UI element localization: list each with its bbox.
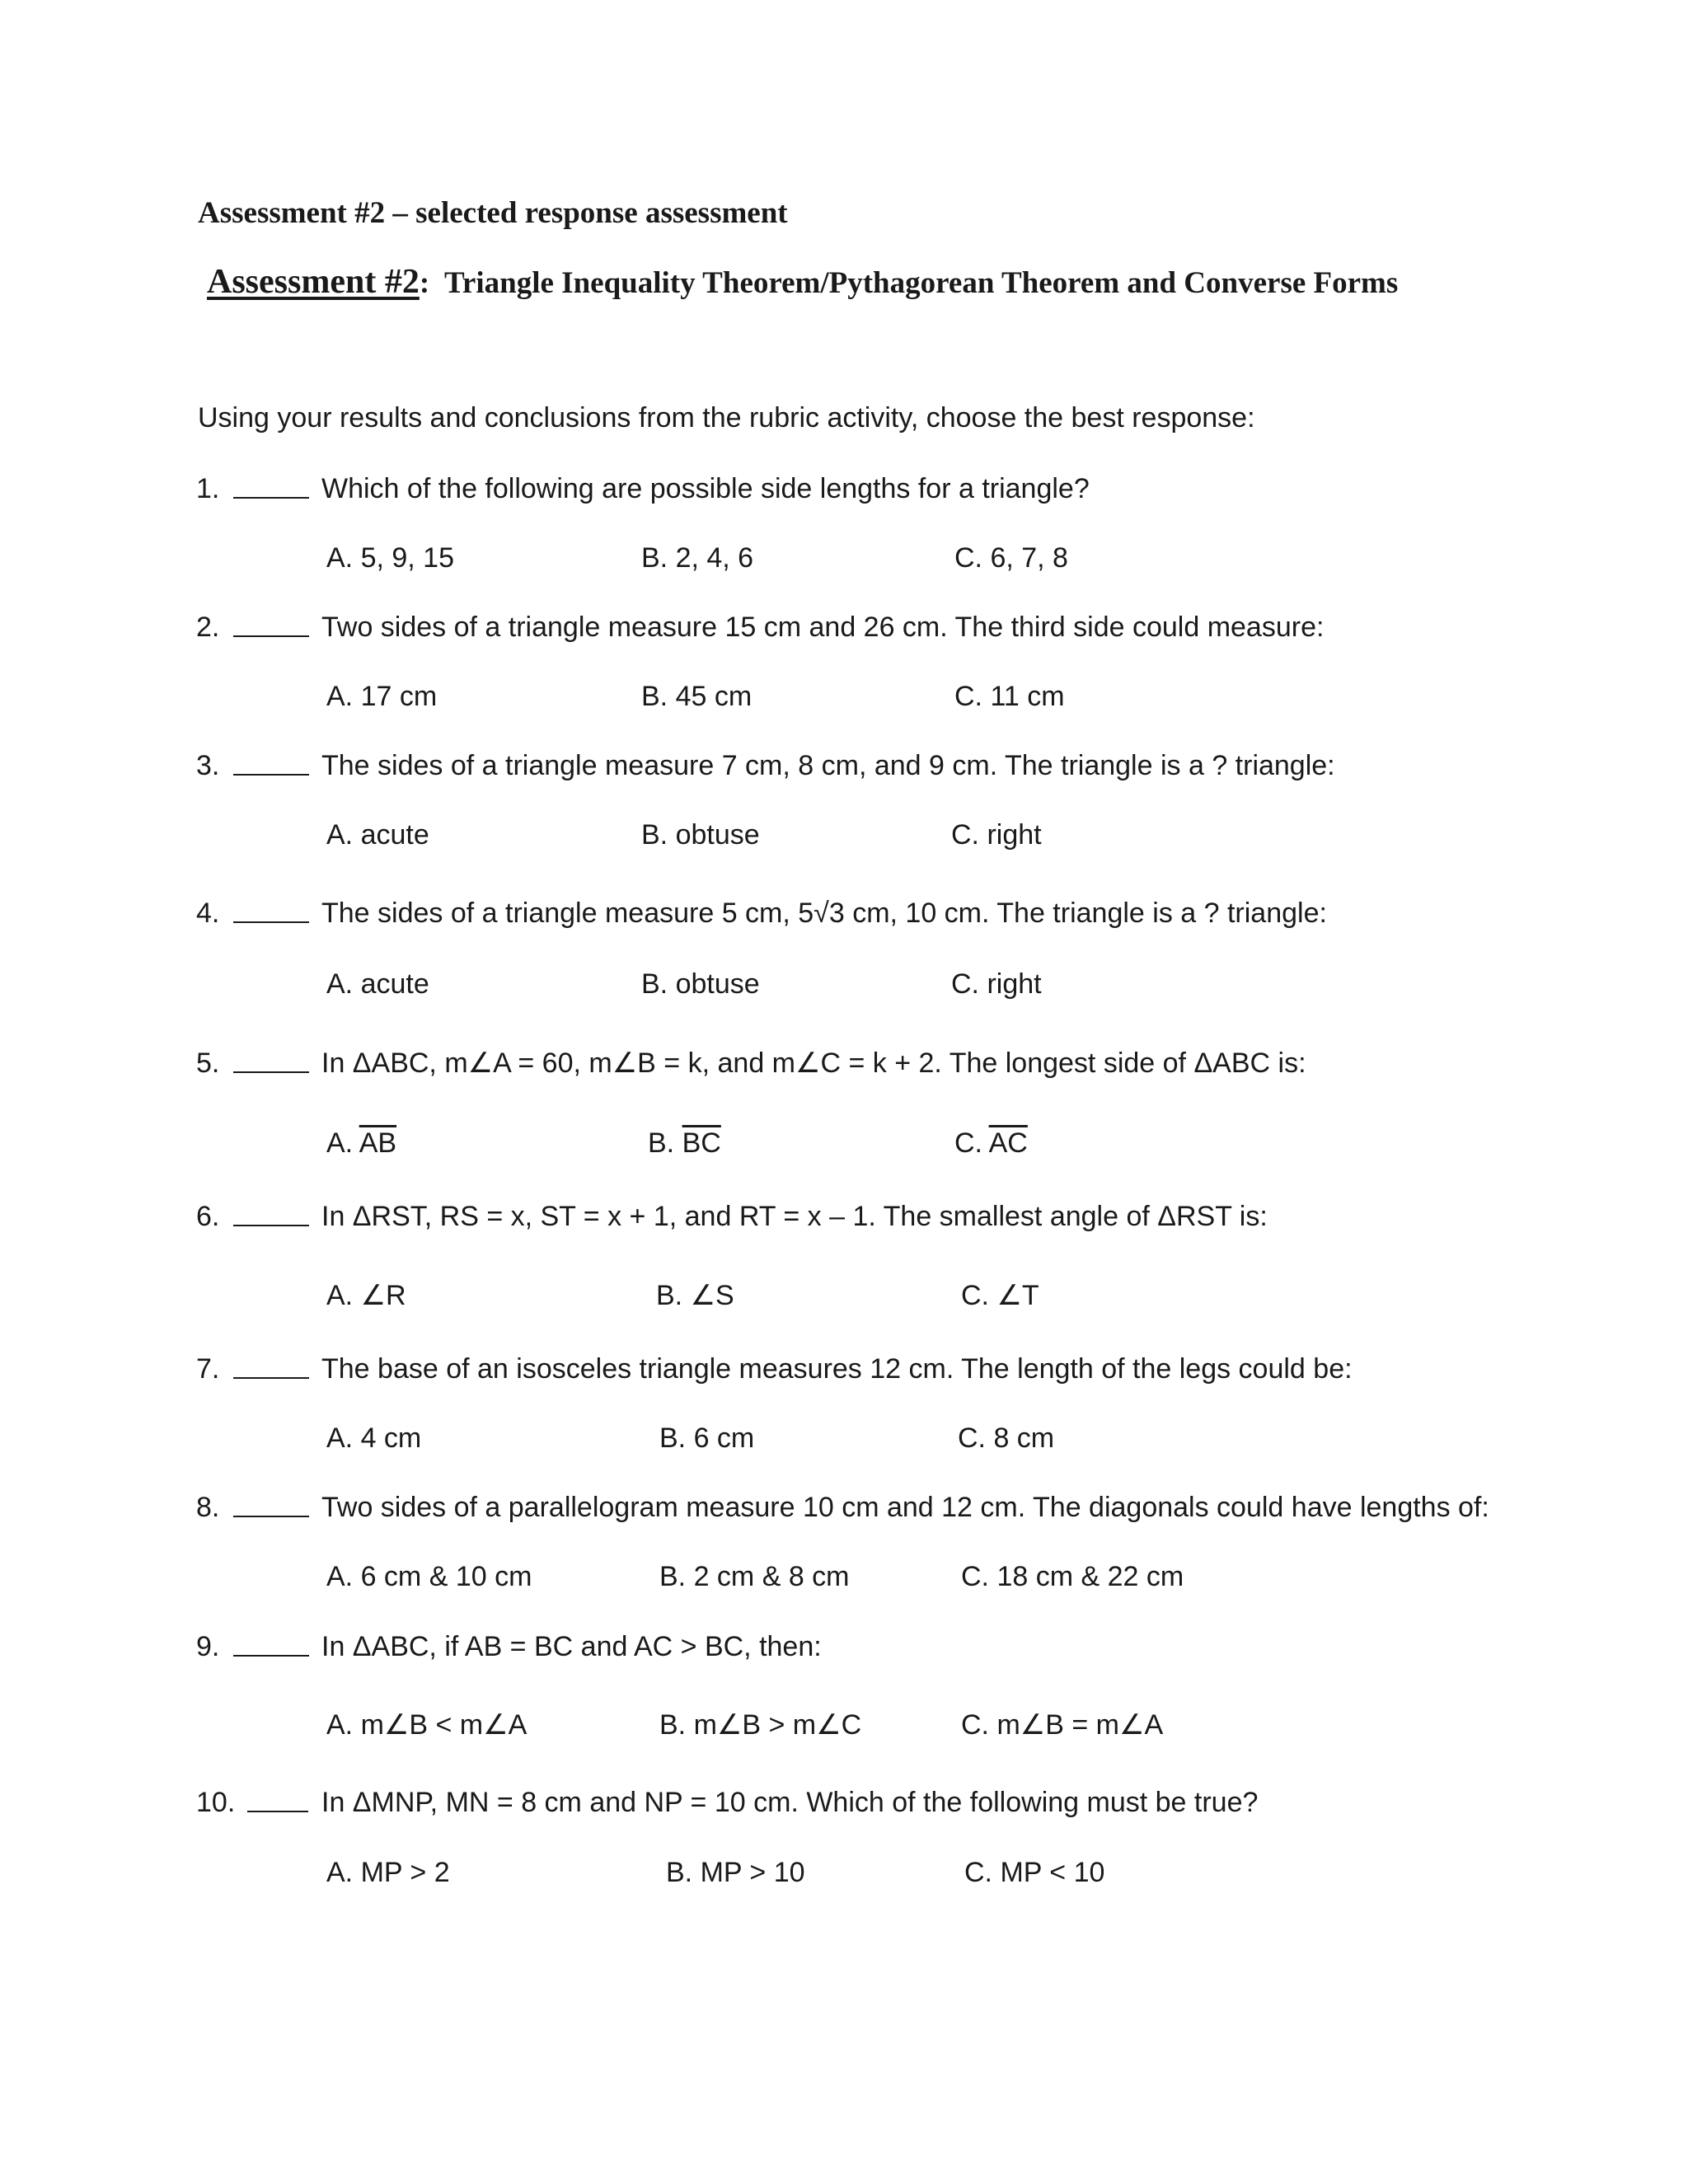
question-number: 5. bbox=[196, 1047, 220, 1079]
question-number: 2. bbox=[196, 612, 220, 643]
choice-c: C. MP < 10 bbox=[964, 1857, 1105, 1888]
question-10-choices bbox=[0, 1854, 1688, 1891]
choice-a: A. 4 cm bbox=[326, 1422, 422, 1454]
choice-c: C. 8 cm bbox=[958, 1422, 1055, 1454]
segment-name: $\overline{AC}$ bbox=[988, 1127, 1028, 1159]
question-8 bbox=[0, 1489, 1688, 1526]
question-text: In ΔABC, m∠A = 60, m∠B = k, and m∠C = k + 2. The longest side of ΔABC is: bbox=[321, 1047, 1306, 1079]
instructions: Using your results and conclusions from the rubric activity, choose the best response: bbox=[198, 402, 1255, 434]
question-text: Which of the following are possible side lengths for a triangle? bbox=[321, 473, 1090, 504]
choice-c: C. 11 cm bbox=[954, 681, 1065, 712]
question-7 bbox=[0, 1351, 1688, 1387]
question-9-choices bbox=[0, 1707, 1688, 1743]
choice-b: B. 45 cm bbox=[641, 681, 753, 712]
assessment-title bbox=[207, 262, 1398, 302]
choice-c: C. 18 cm & 22 cm bbox=[961, 1561, 1184, 1592]
question-number: 7. bbox=[196, 1353, 220, 1385]
question-5-choices bbox=[0, 1125, 1688, 1161]
answer-blank[interactable] bbox=[233, 1225, 309, 1226]
question-number: 1. bbox=[196, 473, 220, 504]
choice-c: C. m∠B = m∠A bbox=[961, 1709, 1164, 1741]
assessment-title-lead: Assessment #2 bbox=[207, 263, 420, 301]
answer-blank[interactable] bbox=[233, 497, 309, 499]
question-7-choices bbox=[0, 1420, 1688, 1456]
question-number: 10. bbox=[196, 1787, 236, 1818]
question-9 bbox=[0, 1629, 1688, 1665]
choice-a: A. MP > 2 bbox=[326, 1857, 450, 1888]
question-number: 8. bbox=[196, 1492, 220, 1523]
question-text: The sides of a triangle measure 7 cm, 8 cm, and 9 cm. The triangle is a ? triangle: bbox=[321, 750, 1335, 781]
question-8-choices bbox=[0, 1558, 1688, 1595]
question-6-choices bbox=[0, 1277, 1688, 1314]
answer-blank[interactable] bbox=[233, 635, 309, 637]
choice-b: B. 6 cm bbox=[659, 1422, 755, 1454]
answer-blank[interactable] bbox=[233, 1516, 309, 1517]
assessment-title-rest: Triangle Inequality Theorem/Pythagorean Theorem and Converse Forms bbox=[444, 266, 1399, 300]
question-text: The sides of a triangle measure 5 cm, 5√3 cm, 10 cm. The triangle is a ? triangle: bbox=[321, 898, 1327, 929]
answer-blank[interactable] bbox=[233, 1377, 309, 1379]
choice-b: B. 2 cm & 8 cm bbox=[659, 1561, 850, 1592]
answer-blank[interactable] bbox=[233, 1655, 309, 1657]
question-2-choices bbox=[0, 678, 1688, 715]
choice-b: B. obtuse bbox=[641, 819, 760, 851]
question-4 bbox=[0, 895, 1688, 931]
question-text: Two sides of a triangle measure 15 cm and 26 cm. The third side could measure: bbox=[321, 612, 1325, 643]
choice-b: B. MP > 10 bbox=[666, 1857, 805, 1888]
choice-a: A. 17 cm bbox=[326, 681, 438, 712]
choice-c: C. $\overline{AC}$ bbox=[954, 1127, 1028, 1159]
choice-a: A. m∠B < m∠A bbox=[326, 1709, 528, 1741]
question-number: 4. bbox=[196, 898, 220, 929]
question-number: 9. bbox=[196, 1631, 220, 1662]
question-text: In ΔRST, RS = x, ST = x + 1, and RT = x – 1. The smallest angle of ΔRST is: bbox=[321, 1201, 1268, 1232]
choice-c: C. right bbox=[951, 819, 1042, 851]
assessment-heading: Assessment #2 – selected response assessment bbox=[198, 196, 788, 230]
question-6 bbox=[0, 1198, 1688, 1235]
choice-b: B. $\overline{BC}$ bbox=[648, 1127, 721, 1159]
question-2 bbox=[0, 609, 1688, 645]
question-10 bbox=[0, 1784, 1688, 1821]
choice-c: C. ∠T bbox=[961, 1280, 1039, 1311]
choice-c: C. 6, 7, 8 bbox=[954, 542, 1068, 574]
choice-c: C. right bbox=[951, 968, 1042, 1000]
choice-a: A. $\overline{AB}$ bbox=[326, 1127, 397, 1159]
choice-a: A. acute bbox=[326, 968, 429, 1000]
question-1 bbox=[0, 471, 1688, 507]
question-1-choices bbox=[0, 540, 1688, 576]
choice-a: A. 5, 9, 15 bbox=[326, 542, 454, 574]
assessment-title-colon: : bbox=[419, 266, 430, 300]
question-5 bbox=[0, 1045, 1688, 1081]
answer-blank[interactable] bbox=[233, 921, 309, 923]
answer-blank[interactable] bbox=[233, 774, 309, 776]
question-text: Two sides of a parallelogram measure 10 cm and 12 cm. The diagonals could have lengths of: bbox=[321, 1492, 1489, 1523]
answer-blank[interactable] bbox=[233, 1071, 309, 1073]
choice-b: B. 2, 4, 6 bbox=[641, 542, 754, 574]
question-text: The base of an isosceles triangle measures 12 cm. The length of the legs could be: bbox=[321, 1353, 1353, 1385]
choice-b: B. ∠S bbox=[656, 1280, 734, 1311]
choice-a: A. 6 cm & 10 cm bbox=[326, 1561, 532, 1592]
segment-name: $\overline{BC}$ bbox=[682, 1127, 721, 1159]
segment-name: $\overline{AB}$ bbox=[359, 1127, 397, 1159]
choice-a: A. ∠R bbox=[326, 1280, 406, 1311]
question-3-choices bbox=[0, 817, 1688, 853]
question-number: 6. bbox=[196, 1201, 220, 1232]
choice-a: A. acute bbox=[326, 819, 429, 851]
question-4-choices bbox=[0, 966, 1688, 1002]
choice-b: B. m∠B > m∠C bbox=[659, 1709, 862, 1741]
question-text: In ΔABC, if AB = BC and AC > BC, then: bbox=[321, 1631, 822, 1662]
choice-b: B. obtuse bbox=[641, 968, 760, 1000]
question-3 bbox=[0, 748, 1688, 784]
answer-blank[interactable] bbox=[247, 1811, 308, 1812]
question-number: 3. bbox=[196, 750, 220, 781]
question-text: In ΔMNP, MN = 8 cm and NP = 10 cm. Which of the following must be true? bbox=[321, 1787, 1259, 1818]
